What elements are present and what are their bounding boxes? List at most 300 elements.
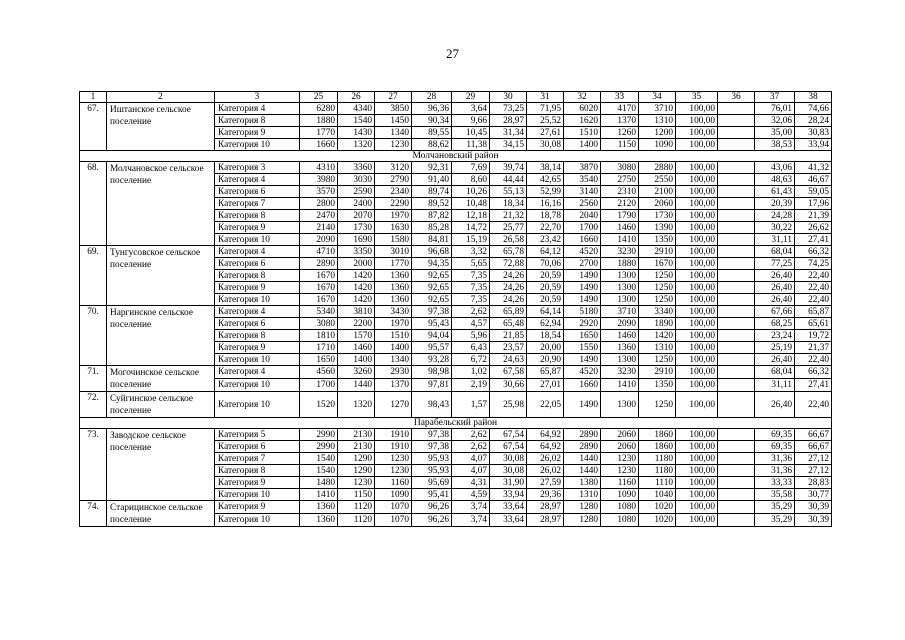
value-cell: 95,69 bbox=[412, 477, 452, 489]
value-cell bbox=[718, 429, 755, 441]
value-cell: 20,00 bbox=[527, 342, 564, 354]
value-cell: 1670 bbox=[300, 270, 338, 282]
value-cell: 2890 bbox=[300, 258, 338, 270]
value-cell: 22,05 bbox=[527, 392, 564, 418]
value-cell: 24,26 bbox=[490, 282, 527, 294]
value-cell: 26,40 bbox=[755, 354, 795, 366]
value-cell: 91,40 bbox=[412, 174, 452, 186]
column-header: 32 bbox=[564, 92, 601, 103]
value-cell: 2140 bbox=[300, 222, 338, 234]
value-cell: 66,32 bbox=[795, 246, 832, 258]
value-cell: 92,65 bbox=[412, 270, 452, 282]
settlement-name: Тунгусовское сельское поселение bbox=[107, 246, 215, 306]
value-cell: 1350 bbox=[639, 234, 676, 246]
value-cell: 1650 bbox=[300, 354, 338, 366]
value-cell: 2800 bbox=[300, 198, 338, 210]
column-header: 37 bbox=[755, 92, 795, 103]
value-cell: 3710 bbox=[601, 306, 639, 318]
value-cell: 31,90 bbox=[490, 477, 527, 489]
table-row bbox=[80, 306, 832, 318]
header-row bbox=[80, 92, 832, 103]
value-cell: 90,34 bbox=[412, 115, 452, 127]
value-cell: 1670 bbox=[300, 294, 338, 306]
value-cell bbox=[718, 294, 755, 306]
value-cell: 7,69 bbox=[452, 162, 490, 174]
value-cell: 20,59 bbox=[527, 294, 564, 306]
value-cell: 100,00 bbox=[676, 127, 718, 139]
value-cell: 1360 bbox=[375, 270, 412, 282]
value-cell: 2060 bbox=[601, 441, 639, 453]
value-cell: 2,62 bbox=[452, 306, 490, 318]
value-cell: 27,61 bbox=[527, 127, 564, 139]
row-number: 74. bbox=[80, 501, 107, 527]
category-cell: Категория 5 bbox=[215, 429, 300, 441]
value-cell bbox=[718, 139, 755, 151]
value-cell: 93,28 bbox=[412, 354, 452, 366]
value-cell: 1270 bbox=[375, 392, 412, 418]
category-cell: Категория 4 bbox=[215, 174, 300, 186]
value-cell: 28,83 bbox=[795, 477, 832, 489]
category-cell: Категория 8 bbox=[215, 465, 300, 477]
value-cell: 1080 bbox=[601, 501, 639, 514]
value-cell: 100,00 bbox=[676, 342, 718, 354]
value-cell: 15,19 bbox=[452, 234, 490, 246]
value-cell bbox=[718, 210, 755, 222]
value-cell: 100,00 bbox=[676, 174, 718, 186]
value-cell: 35,58 bbox=[755, 489, 795, 501]
value-cell: 1370 bbox=[375, 379, 412, 392]
value-cell: 1540 bbox=[300, 453, 338, 465]
value-cell: 5,65 bbox=[452, 258, 490, 270]
value-cell: 1440 bbox=[564, 465, 601, 477]
district-row bbox=[80, 151, 832, 162]
value-cell: 1860 bbox=[639, 429, 676, 441]
value-cell: 100,00 bbox=[676, 354, 718, 366]
value-cell: 65,87 bbox=[795, 306, 832, 318]
category-cell: Категория 6 bbox=[215, 318, 300, 330]
value-cell: 95,57 bbox=[412, 342, 452, 354]
value-cell: 1250 bbox=[639, 270, 676, 282]
value-cell: 2400 bbox=[338, 198, 375, 210]
value-cell: 98,98 bbox=[412, 366, 452, 379]
value-cell: 26,40 bbox=[755, 282, 795, 294]
value-cell: 1400 bbox=[338, 354, 375, 366]
column-header: 31 bbox=[527, 92, 564, 103]
value-cell: 92,31 bbox=[412, 162, 452, 174]
value-cell: 43,06 bbox=[755, 162, 795, 174]
value-cell: 28,97 bbox=[527, 514, 564, 527]
category-cell: Категория 4 bbox=[215, 366, 300, 379]
value-cell: 35,29 bbox=[755, 514, 795, 527]
value-cell: 3540 bbox=[564, 174, 601, 186]
value-cell: 6280 bbox=[300, 103, 338, 115]
value-cell: 21,85 bbox=[490, 330, 527, 342]
value-cell: 2890 bbox=[564, 441, 601, 453]
value-cell: 88,62 bbox=[412, 139, 452, 151]
value-cell: 100,00 bbox=[676, 441, 718, 453]
value-cell bbox=[718, 514, 755, 527]
value-cell: 73,25 bbox=[490, 103, 527, 115]
category-cell: Категория 9 bbox=[215, 282, 300, 294]
value-cell: 25,77 bbox=[490, 222, 527, 234]
value-cell: 39,74 bbox=[490, 162, 527, 174]
value-cell: 74,66 bbox=[795, 103, 832, 115]
value-cell: 76,01 bbox=[755, 103, 795, 115]
value-cell bbox=[718, 198, 755, 210]
value-cell: 28,24 bbox=[795, 115, 832, 127]
value-cell bbox=[718, 282, 755, 294]
value-cell: 96,68 bbox=[412, 246, 452, 258]
value-cell: 1250 bbox=[639, 282, 676, 294]
value-cell: 1150 bbox=[601, 139, 639, 151]
value-cell: 3810 bbox=[338, 306, 375, 318]
value-cell: 4,07 bbox=[452, 465, 490, 477]
category-cell: Категория 6 bbox=[215, 258, 300, 270]
value-cell: 19,72 bbox=[795, 330, 832, 342]
value-cell: 4,31 bbox=[452, 477, 490, 489]
settlement-name: Суйгинское сельское поселение bbox=[107, 392, 215, 418]
value-cell: 71,95 bbox=[527, 103, 564, 115]
value-cell: 1370 bbox=[601, 115, 639, 127]
value-cell: 100,00 bbox=[676, 234, 718, 246]
column-header: 34 bbox=[639, 92, 676, 103]
value-cell: 1160 bbox=[375, 477, 412, 489]
category-cell: Категория 3 bbox=[215, 162, 300, 174]
value-cell: 2,62 bbox=[452, 429, 490, 441]
row-number: 72. bbox=[80, 392, 107, 418]
value-cell: 21,39 bbox=[795, 210, 832, 222]
value-cell bbox=[718, 234, 755, 246]
value-cell: 1880 bbox=[601, 258, 639, 270]
value-cell: 1380 bbox=[564, 477, 601, 489]
value-cell: 1540 bbox=[338, 115, 375, 127]
category-cell: Категория 10 bbox=[215, 294, 300, 306]
value-cell: 97,81 bbox=[412, 379, 452, 392]
value-cell: 1860 bbox=[639, 441, 676, 453]
value-cell: 44,44 bbox=[490, 174, 527, 186]
value-cell: 28,97 bbox=[527, 501, 564, 514]
value-cell: 3430 bbox=[375, 306, 412, 318]
page-number: 27 bbox=[446, 46, 459, 61]
value-cell: 95,41 bbox=[412, 489, 452, 501]
value-cell: 1300 bbox=[601, 270, 639, 282]
value-cell: 3,64 bbox=[452, 103, 490, 115]
value-cell: 24,26 bbox=[490, 294, 527, 306]
table-row bbox=[80, 392, 832, 418]
value-cell: 3350 bbox=[338, 246, 375, 258]
value-cell: 1490 bbox=[564, 282, 601, 294]
value-cell: 4170 bbox=[601, 103, 639, 115]
value-cell: 31,11 bbox=[755, 379, 795, 392]
value-cell: 1310 bbox=[639, 115, 676, 127]
value-cell: 2310 bbox=[601, 186, 639, 198]
settlement-name: Молчановское сельское поселение bbox=[107, 162, 215, 246]
value-cell: 100,00 bbox=[676, 294, 718, 306]
value-cell bbox=[718, 258, 755, 270]
value-cell: 1360 bbox=[601, 342, 639, 354]
value-cell: 1580 bbox=[375, 234, 412, 246]
value-cell: 18,78 bbox=[527, 210, 564, 222]
value-cell: 1070 bbox=[375, 514, 412, 527]
value-cell: 35,00 bbox=[755, 127, 795, 139]
value-cell: 35,29 bbox=[755, 501, 795, 514]
value-cell: 1450 bbox=[375, 115, 412, 127]
value-cell bbox=[718, 489, 755, 501]
value-cell: 24,28 bbox=[755, 210, 795, 222]
category-cell: Категория 8 bbox=[215, 270, 300, 282]
value-cell: 2090 bbox=[300, 234, 338, 246]
value-cell: 1400 bbox=[564, 139, 601, 151]
value-cell: 74,25 bbox=[795, 258, 832, 270]
column-header: 36 bbox=[718, 92, 755, 103]
value-cell: 2290 bbox=[375, 198, 412, 210]
category-cell: Категория 4 bbox=[215, 103, 300, 115]
value-cell: 1390 bbox=[639, 222, 676, 234]
table-row bbox=[80, 162, 832, 174]
category-cell: Категория 6 bbox=[215, 441, 300, 453]
value-cell: 100,00 bbox=[676, 429, 718, 441]
value-cell: 3230 bbox=[601, 246, 639, 258]
value-cell: 33,94 bbox=[490, 489, 527, 501]
column-header: 3 bbox=[215, 92, 300, 103]
value-cell: 3120 bbox=[375, 162, 412, 174]
value-cell: 1250 bbox=[639, 354, 676, 366]
value-cell: 3,32 bbox=[452, 246, 490, 258]
value-cell: 100,00 bbox=[676, 318, 718, 330]
value-cell: 6,43 bbox=[452, 342, 490, 354]
value-cell: 1510 bbox=[564, 127, 601, 139]
value-cell: 1410 bbox=[300, 489, 338, 501]
value-cell: 89,55 bbox=[412, 127, 452, 139]
value-cell: 2100 bbox=[639, 186, 676, 198]
value-cell: 5,96 bbox=[452, 330, 490, 342]
table-row bbox=[80, 366, 832, 379]
value-cell: 1230 bbox=[375, 139, 412, 151]
value-cell: 29,36 bbox=[527, 489, 564, 501]
value-cell: 26,40 bbox=[755, 392, 795, 418]
value-cell: 1420 bbox=[639, 330, 676, 342]
value-cell: 6,72 bbox=[452, 354, 490, 366]
value-cell: 55,13 bbox=[490, 186, 527, 198]
value-cell: 1230 bbox=[601, 465, 639, 477]
value-cell: 4520 bbox=[564, 366, 601, 379]
value-cell: 94,04 bbox=[412, 330, 452, 342]
value-cell bbox=[718, 318, 755, 330]
value-cell: 1690 bbox=[338, 234, 375, 246]
value-cell: 1540 bbox=[300, 465, 338, 477]
column-header: 27 bbox=[375, 92, 412, 103]
value-cell: 100,00 bbox=[676, 162, 718, 174]
district-title: Молчановский район bbox=[80, 151, 832, 162]
value-cell: 1300 bbox=[601, 294, 639, 306]
settlement-name: Старицинское сельское поселение bbox=[107, 501, 215, 527]
value-cell: 1670 bbox=[639, 258, 676, 270]
value-cell: 30,22 bbox=[755, 222, 795, 234]
value-cell: 27,01 bbox=[527, 379, 564, 392]
value-cell: 100,00 bbox=[676, 501, 718, 514]
value-cell: 100,00 bbox=[676, 306, 718, 318]
category-cell: Категория 9 bbox=[215, 342, 300, 354]
value-cell: 1730 bbox=[639, 210, 676, 222]
value-cell: 10,45 bbox=[452, 127, 490, 139]
value-cell: 61,43 bbox=[755, 186, 795, 198]
value-cell: 21,37 bbox=[795, 342, 832, 354]
category-cell: Категория 9 bbox=[215, 222, 300, 234]
value-cell: 3870 bbox=[564, 162, 601, 174]
value-cell: 1300 bbox=[601, 392, 639, 418]
value-cell: 1090 bbox=[639, 139, 676, 151]
value-cell: 27,41 bbox=[795, 379, 832, 392]
value-cell: 2590 bbox=[338, 186, 375, 198]
value-cell: 25,52 bbox=[527, 115, 564, 127]
value-cell: 100,00 bbox=[676, 453, 718, 465]
value-cell: 97,38 bbox=[412, 429, 452, 441]
value-cell: 64,92 bbox=[527, 429, 564, 441]
value-cell: 4340 bbox=[338, 103, 375, 115]
column-header: 33 bbox=[601, 92, 639, 103]
value-cell: 2130 bbox=[338, 441, 375, 453]
value-cell: 1360 bbox=[375, 282, 412, 294]
value-cell: 85,28 bbox=[412, 222, 452, 234]
value-cell: 2560 bbox=[564, 198, 601, 210]
value-cell: 1150 bbox=[338, 489, 375, 501]
value-cell: 1910 bbox=[375, 441, 412, 453]
value-cell: 48,63 bbox=[755, 174, 795, 186]
row-number: 67. bbox=[80, 103, 107, 151]
value-cell: 1230 bbox=[601, 453, 639, 465]
value-cell: 1360 bbox=[300, 514, 338, 527]
value-cell: 7,35 bbox=[452, 294, 490, 306]
value-cell: 3,74 bbox=[452, 501, 490, 514]
value-cell: 16,16 bbox=[527, 198, 564, 210]
value-cell: 67,66 bbox=[755, 306, 795, 318]
value-cell: 20,90 bbox=[527, 354, 564, 366]
value-cell: 33,33 bbox=[755, 477, 795, 489]
value-cell bbox=[718, 270, 755, 282]
value-cell: 70,06 bbox=[527, 258, 564, 270]
value-cell: 2910 bbox=[639, 246, 676, 258]
column-header: 38 bbox=[795, 92, 832, 103]
value-cell: 9,66 bbox=[452, 115, 490, 127]
value-cell bbox=[718, 330, 755, 342]
value-cell: 31,11 bbox=[755, 234, 795, 246]
value-cell: 23,42 bbox=[527, 234, 564, 246]
row-number: 68. bbox=[80, 162, 107, 246]
value-cell bbox=[718, 186, 755, 198]
value-cell: 34,15 bbox=[490, 139, 527, 151]
value-cell: 1670 bbox=[300, 282, 338, 294]
value-cell: 100,00 bbox=[676, 270, 718, 282]
value-cell: 2990 bbox=[300, 429, 338, 441]
value-cell: 1160 bbox=[601, 477, 639, 489]
value-cell: 14,72 bbox=[452, 222, 490, 234]
value-cell: 1200 bbox=[639, 127, 676, 139]
value-cell: 98,43 bbox=[412, 392, 452, 418]
value-cell: 22,70 bbox=[527, 222, 564, 234]
value-cell: 41,32 bbox=[795, 162, 832, 174]
value-cell: 1520 bbox=[300, 392, 338, 418]
value-cell: 1300 bbox=[601, 282, 639, 294]
value-cell: 1120 bbox=[338, 514, 375, 527]
value-cell: 1,02 bbox=[452, 366, 490, 379]
value-cell: 20,59 bbox=[527, 270, 564, 282]
value-cell: 5180 bbox=[564, 306, 601, 318]
value-cell: 100,00 bbox=[676, 246, 718, 258]
value-cell: 92,65 bbox=[412, 282, 452, 294]
value-cell: 1340 bbox=[375, 354, 412, 366]
value-cell: 1,57 bbox=[452, 392, 490, 418]
value-cell: 1440 bbox=[338, 379, 375, 392]
value-cell: 27,12 bbox=[795, 465, 832, 477]
value-cell: 1360 bbox=[375, 294, 412, 306]
value-cell: 100,00 bbox=[676, 258, 718, 270]
value-cell: 65,78 bbox=[490, 246, 527, 258]
value-cell: 18,34 bbox=[490, 198, 527, 210]
value-cell: 31,36 bbox=[755, 465, 795, 477]
value-cell bbox=[718, 453, 755, 465]
value-cell: 100,00 bbox=[676, 222, 718, 234]
value-cell: 95,93 bbox=[412, 453, 452, 465]
value-cell: 65,48 bbox=[490, 318, 527, 330]
value-cell: 1660 bbox=[564, 234, 601, 246]
value-cell: 30,39 bbox=[795, 501, 832, 514]
value-cell: 1810 bbox=[300, 330, 338, 342]
row-number: 71. bbox=[80, 366, 107, 392]
category-cell: Категория 4 bbox=[215, 306, 300, 318]
value-cell: 30,39 bbox=[795, 514, 832, 527]
value-cell: 3140 bbox=[564, 186, 601, 198]
value-cell: 2550 bbox=[639, 174, 676, 186]
column-header: 30 bbox=[490, 92, 527, 103]
category-cell: Категория 8 bbox=[215, 210, 300, 222]
value-cell: 30,08 bbox=[490, 453, 527, 465]
value-cell: 1230 bbox=[375, 465, 412, 477]
value-cell: 1630 bbox=[375, 222, 412, 234]
value-cell: 2990 bbox=[300, 441, 338, 453]
value-cell: 1400 bbox=[375, 342, 412, 354]
value-cell: 97,38 bbox=[412, 306, 452, 318]
value-cell: 1710 bbox=[300, 342, 338, 354]
value-cell: 10,48 bbox=[452, 198, 490, 210]
value-cell: 2060 bbox=[601, 429, 639, 441]
value-cell: 23,24 bbox=[755, 330, 795, 342]
value-cell: 100,00 bbox=[676, 198, 718, 210]
value-cell: 1090 bbox=[375, 489, 412, 501]
column-header: 1 bbox=[80, 92, 107, 103]
column-header: 25 bbox=[300, 92, 338, 103]
column-header: 26 bbox=[338, 92, 375, 103]
row-number: 70. bbox=[80, 306, 107, 366]
value-cell: 26,02 bbox=[527, 465, 564, 477]
value-cell: 100,00 bbox=[676, 514, 718, 527]
value-cell bbox=[718, 366, 755, 379]
value-cell: 95,43 bbox=[412, 318, 452, 330]
value-cell: 100,00 bbox=[676, 115, 718, 127]
category-cell: Категория 10 bbox=[215, 139, 300, 151]
value-cell: 1110 bbox=[639, 477, 676, 489]
value-cell: 1420 bbox=[338, 282, 375, 294]
value-cell: 2880 bbox=[639, 162, 676, 174]
value-cell: 64,14 bbox=[527, 306, 564, 318]
value-cell: 2930 bbox=[375, 366, 412, 379]
value-cell: 22,40 bbox=[795, 354, 832, 366]
value-cell: 1460 bbox=[338, 342, 375, 354]
category-cell: Категория 9 bbox=[215, 501, 300, 514]
column-header: 29 bbox=[452, 92, 490, 103]
value-cell: 1490 bbox=[564, 270, 601, 282]
value-cell: 1460 bbox=[601, 330, 639, 342]
value-cell: 72,88 bbox=[490, 258, 527, 270]
